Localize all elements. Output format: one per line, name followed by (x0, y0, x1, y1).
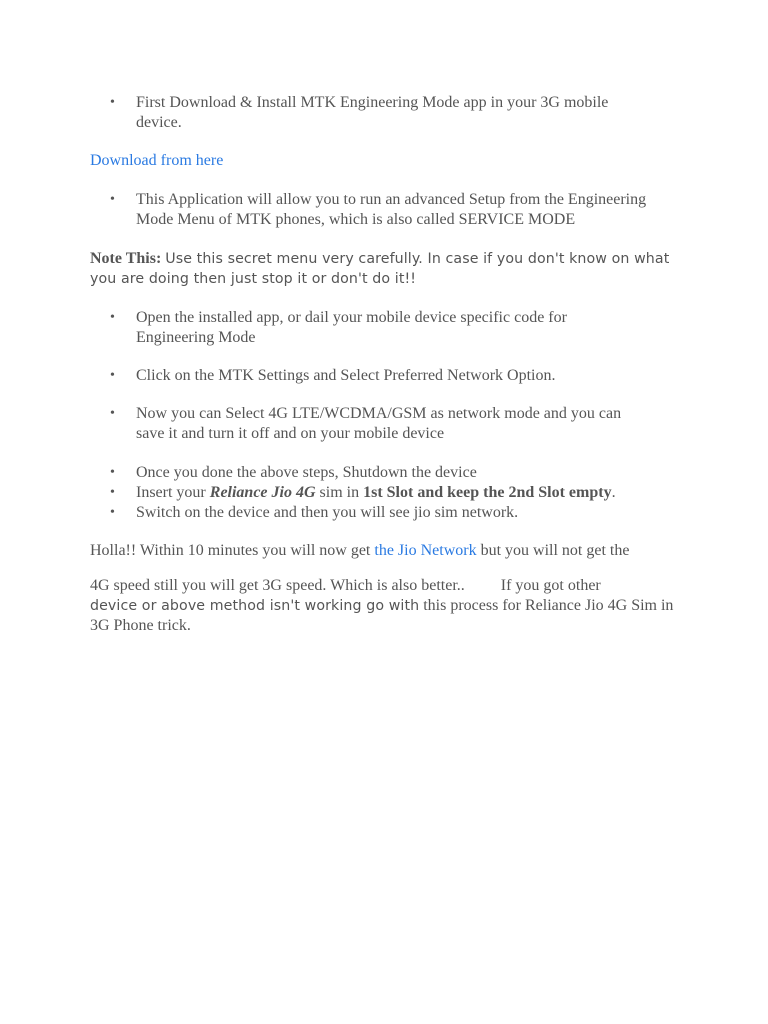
install-step-line2: device. (136, 114, 182, 131)
bullet-icon: • (110, 368, 115, 383)
note-line1: Use this secret menu very carefully. In case if you don't know on what (165, 251, 670, 267)
list-item (90, 404, 690, 444)
insert-end: . (611, 484, 616, 501)
speed-line1b: If you got other (500, 577, 601, 594)
list-item (90, 463, 690, 483)
bullet-icon: • (110, 192, 115, 207)
bullet-icon: • (110, 505, 115, 520)
list-item (90, 93, 690, 133)
list-item (90, 366, 690, 386)
description-list (90, 190, 690, 230)
list-item (90, 190, 690, 230)
description-line1: This Application will allow you to run an advanced Setup from the Engineering (136, 191, 647, 208)
holla-paragraph (90, 541, 690, 561)
open-app-list (90, 308, 690, 348)
bullet-icon: • (110, 465, 115, 480)
speed-line3: 3G Phone trick. (90, 617, 191, 634)
speed-line2b: this process for Reliance Jio 4G Sim in (423, 597, 674, 614)
list-item (90, 483, 690, 503)
list-item (90, 503, 690, 523)
install-list (90, 93, 690, 133)
mtk-settings-list (90, 366, 690, 386)
bullet-icon: • (110, 485, 115, 500)
insert-slot: 1st Slot and keep the 2nd Slot empty (363, 484, 612, 501)
bullet-icon: • (110, 95, 115, 110)
download-link[interactable]: Download from here (90, 152, 224, 169)
mtk-settings-text: Click on the MTK Settings and Select Preferred Network Option. (136, 367, 556, 384)
install-step-line1: First Download & Install MTK Engineering Mode app in your 3G mobile (136, 94, 609, 111)
select-mode-line2: save it and turn it off and on your mobile device (136, 425, 445, 442)
speed-paragraph (90, 576, 690, 636)
speed-line1a: 4G speed still you will get 3G speed. Which is also better.. (90, 577, 465, 594)
bullet-icon: • (110, 310, 115, 325)
insert-middle: sim in (319, 484, 360, 501)
holla-prefix: Holla!! Within 10 minutes you will now get (90, 542, 371, 559)
select-mode-list (90, 404, 690, 444)
final-steps-list (90, 463, 690, 523)
list-item (90, 308, 690, 348)
speed-line2a: device or above method isn't working go with (90, 598, 420, 614)
select-mode-line1: Now you can Select 4G LTE/WCDMA/GSM as network mode and you can (136, 405, 622, 422)
insert-prefix: Insert your (136, 484, 206, 501)
insert-sim-name: Reliance Jio 4G (209, 484, 316, 501)
bullet-icon: • (110, 406, 115, 421)
note-label: Note This: (90, 250, 162, 267)
shutdown-text: Once you done the above steps, Shutdown the device (136, 464, 477, 481)
holla-suffix: but you will not get the (480, 542, 630, 559)
note-line2: you are doing then just stop it or don't do it!! (90, 271, 417, 287)
switch-on-text: Switch on the device and then you will see jio sim network. (136, 504, 519, 521)
open-app-line2: Engineering Mode (136, 329, 256, 346)
note-paragraph (90, 249, 690, 289)
description-line2: Mode Menu of MTK phones, which is also called SERVICE MODE (136, 211, 576, 228)
download-paragraph (90, 151, 690, 171)
jio-network-link[interactable]: the Jio Network (374, 542, 477, 559)
open-app-line1: Open the installed app, or dail your mobile device specific code for (136, 309, 567, 326)
